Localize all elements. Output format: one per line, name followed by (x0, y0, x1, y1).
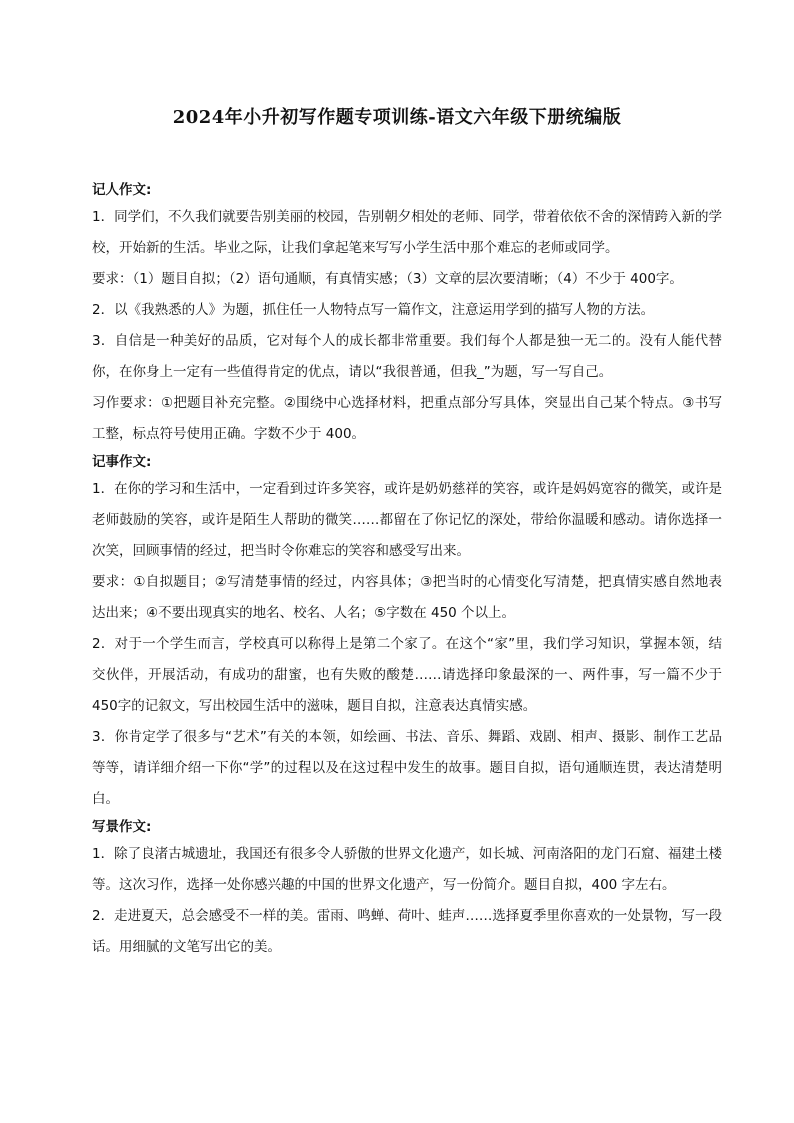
section-heading: 记事作文: (92, 454, 152, 470)
prompt-paragraph: 1．在你的学习和生活中，一定看到过许多笑容，或许是奶奶慈祥的笑容，或许是妈妈宽容的微笑，或许是老师鼓励的笑容，或许是陌生人帮助的微笑……都留在了你记忆的深处，带给你温暖和感动。请你选择一次笑，回顾事情的经过，把当时令你难忘的笑容和感受写出来。 (92, 481, 722, 559)
requirements-paragraph: 要求：（1）题目自拟；（2）语句通顺，有真情实感；（3）文章的层次要清晰；（4）不少于 400字。 (92, 271, 683, 287)
section-person (92, 178, 722, 450)
document-title: 2024年小升初写作题专项训练-语文六年级下册统编版 (172, 107, 622, 128)
requirements-paragraph: 要求：①自拟题目；②写清楚事情的经过，内容具体；③把当时的心情变化写清楚，把真情实感自然地表达出来；④不要出现真实的地名、校名、人名；⑤字数在 450 个以上。 (92, 574, 722, 621)
prompt-paragraph: 1．同学们，不久我们就要告别美丽的校园，告别朝夕相处的老师、同学，带着依依不舍的深情跨入新的学校，开始新的生活。毕业之际，让我们拿起笔来写写小学生活中那个难忘的老师或同学。 (92, 209, 722, 256)
prompt-paragraph: 2．走进夏天，总会感受不一样的美。雷雨、鸣蝉、荷叶、蛙声……选择夏季里你喜欢的一处景物，写一段话。用细腻的文笔写出它的美。 (92, 908, 722, 955)
section-heading: 写景作文: (92, 819, 152, 835)
prompt-paragraph: 2．以《我熟悉的人》为题，抓住任一人物特点写一篇作文，注意运用学到的描写人物的方法。 (92, 302, 655, 318)
prompt-paragraph: 3．自信是一种美好的品质，它对每个人的成长都非常重要。我们每个人都是独一无二的。没有人能代替你，在你身上一定有一些值得肯定的优点，请以“我很普通，但我_”为题，写一写自己。 (92, 333, 722, 380)
section-scenery (92, 815, 722, 963)
prompt-paragraph: 1．除了良渚古城遗址，我国还有很多令人骄傲的世界文化遗产，如长城、河南洛阳的龙门石窟、福建土楼等。这次习作，选择一处你感兴趣的中国的世界文化遗产，写一份简介。题目自拟，400 字左右。 (92, 846, 722, 893)
prompt-paragraph: 3．你肯定学了很多与“艺术”有关的本领，如绘画、书法、音乐、舞蹈、戏剧、相声、摄影、制作工艺品等等，请详细介绍一下你“学”的过程以及在这过程中发生的故事。题目自拟，语句通顺连贯，表达清楚明白。 (92, 729, 722, 807)
section-event (92, 450, 722, 815)
requirements-paragraph: 习作要求：①把题目补充完整。②围绕中心选择材料，把重点部分写具体，突显出自己某个特点。③书写工整，标点符号使用正确。字数不少于 400。 (92, 395, 722, 442)
document-body (92, 178, 722, 963)
prompt-paragraph: 2．对于一个学生而言，学校真可以称得上是第二个家了。在这个“家”里，我们学习知识，掌握本领，结交伙伴，开展活动，有成功的甜蜜，也有失败的酸楚……请选择印象最深的一、两件事，写一篇不少于 450字的记叙文，写出校园生活中的滋味，题目自拟，注意表达真情实感。 (92, 636, 722, 714)
section-heading: 记人作文: (92, 182, 152, 198)
